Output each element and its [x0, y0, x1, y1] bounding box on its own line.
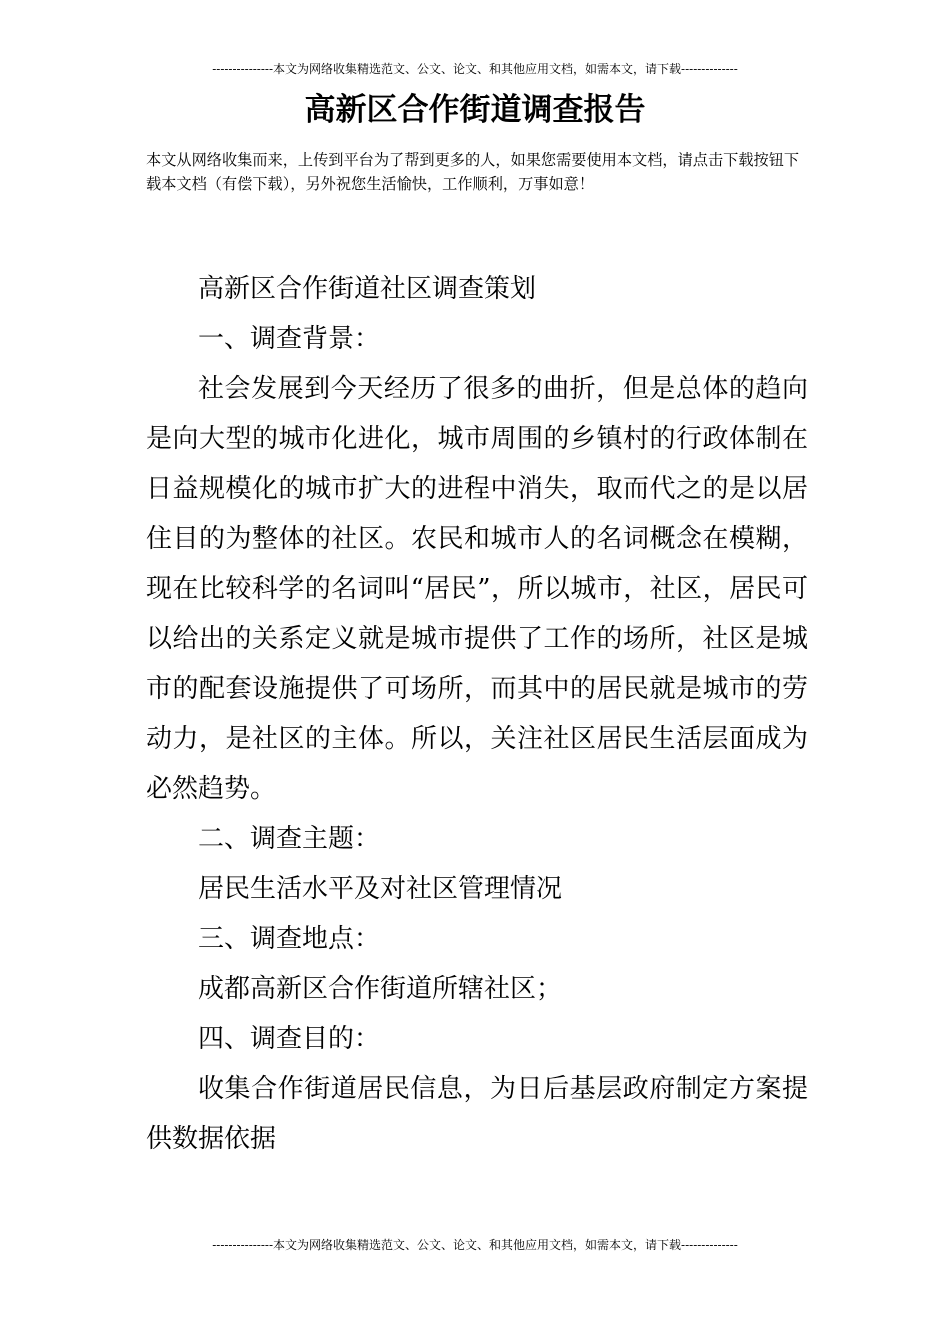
page-header: ---------------本文为网络收集精选范文、公文、论文、和其他应用文档，如需本文，请下载-------------- — [212, 62, 738, 76]
purpose-paragraph: 收集合作街道居民信息，为日后基层政府制定方案提供数据依据 — [146, 1074, 808, 1154]
location-paragraph: 成都高新区合作街道所辖社区； — [198, 974, 563, 1004]
section-heading-topic: 二、调查主题： — [198, 824, 381, 854]
document-title: 高新区合作街道调查报告 — [304, 92, 646, 128]
background-paragraph: 社会发展到今天经历了很多的曲折，但是总体的趋向是向大型的城市化进化，城市周围的乡镇村的行政体制在日益规模化的城市扩大的进程中消失，取而代之的是以居住目的为整体的社区。农民和城市人的名词概念在模糊，现在比较科学的名词叫“居民”，所以城市，社区，居民可以给出的关系定义就是城市提供了工作的场所，社区是城市的配套设施提供了可场所，而其中的居民就是城市的劳动力，是社区的主体。所以，关注社区居民生活层面成为必然趋势。 — [146, 374, 808, 804]
intro-notice: 本文从网络收集而来，上传到平台为了帮到更多的人，如果您需要使用本文档，请点击下载按钮下载本文档（有偿下载），另外祝您生活愉快，工作顺利，万事如意！ — [146, 151, 800, 193]
page-footer: ---------------本文为网络收集精选范文、公文、论文、和其他应用文档，如需本文，请下载-------------- — [212, 1238, 738, 1252]
document-body — [146, 264, 808, 1164]
topic-paragraph: 居民生活水平及对社区管理情况 — [198, 874, 563, 904]
section-heading-plan: 高新区合作街道社区调查策划 — [198, 274, 537, 304]
section-heading-background: 一、调查背景： — [198, 324, 381, 354]
section-heading-purpose: 四、调查目的： — [198, 1024, 381, 1054]
section-heading-location: 三、调查地点： — [198, 924, 381, 954]
